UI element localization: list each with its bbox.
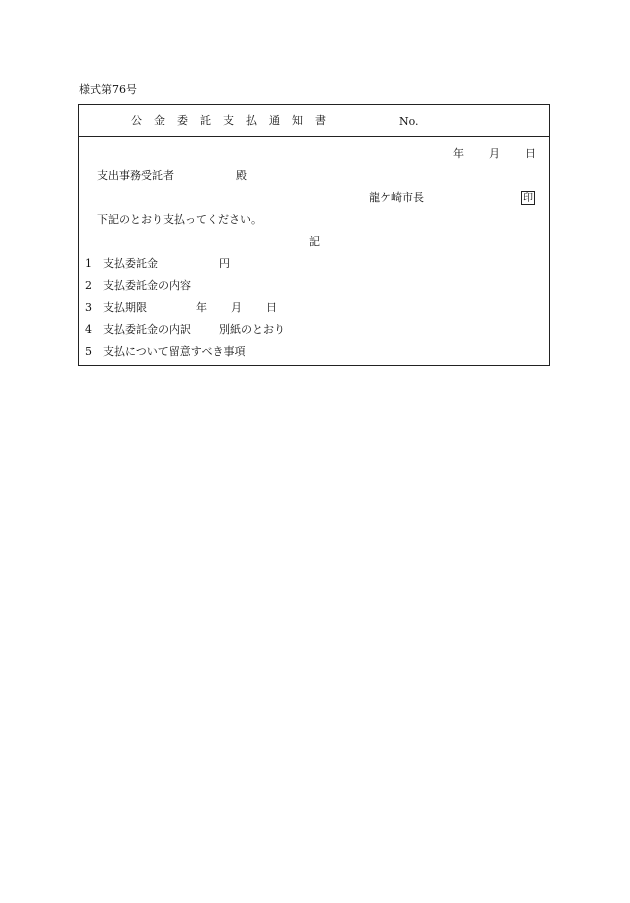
item-number: 1 [85,257,92,270]
addressee-label: 支出事務受託者 [97,169,174,182]
item-number: 4 [85,323,92,336]
form-title: 公金委託支払通知書 [131,114,338,127]
seal-mark: 印 [523,193,533,204]
item-day: 日 [266,301,277,314]
item-label: 支払委託金の内容 [103,279,191,292]
payment-notice-form [78,104,550,366]
item-label: 支払委託金の内訳 [103,323,191,336]
item-label: 支払について留意すべき事項 [103,345,246,358]
item-number: 3 [85,301,92,314]
item-value: 別紙のとおり [219,323,285,336]
request-text: 下記のとおり支払ってください。 [97,213,262,226]
item-label: 支払期限 [103,301,147,314]
notes-heading: 記 [309,235,320,248]
number-label: No. [399,115,419,128]
addressee-honorific: 殿 [236,169,247,182]
item-month: 月 [231,301,242,314]
title-divider [79,136,549,137]
date-month: 月 [489,147,500,160]
item-value: 円 [219,257,230,270]
item-label: 支払委託金 [103,257,158,270]
item-year: 年 [196,301,207,314]
form-number: 様式第76号 [79,83,137,96]
date-year: 年 [453,147,464,160]
issuer-title: 龍ケ崎市長 [369,191,424,204]
item-number: 2 [85,279,92,292]
date-day: 日 [525,147,536,160]
item-number: 5 [85,345,92,358]
